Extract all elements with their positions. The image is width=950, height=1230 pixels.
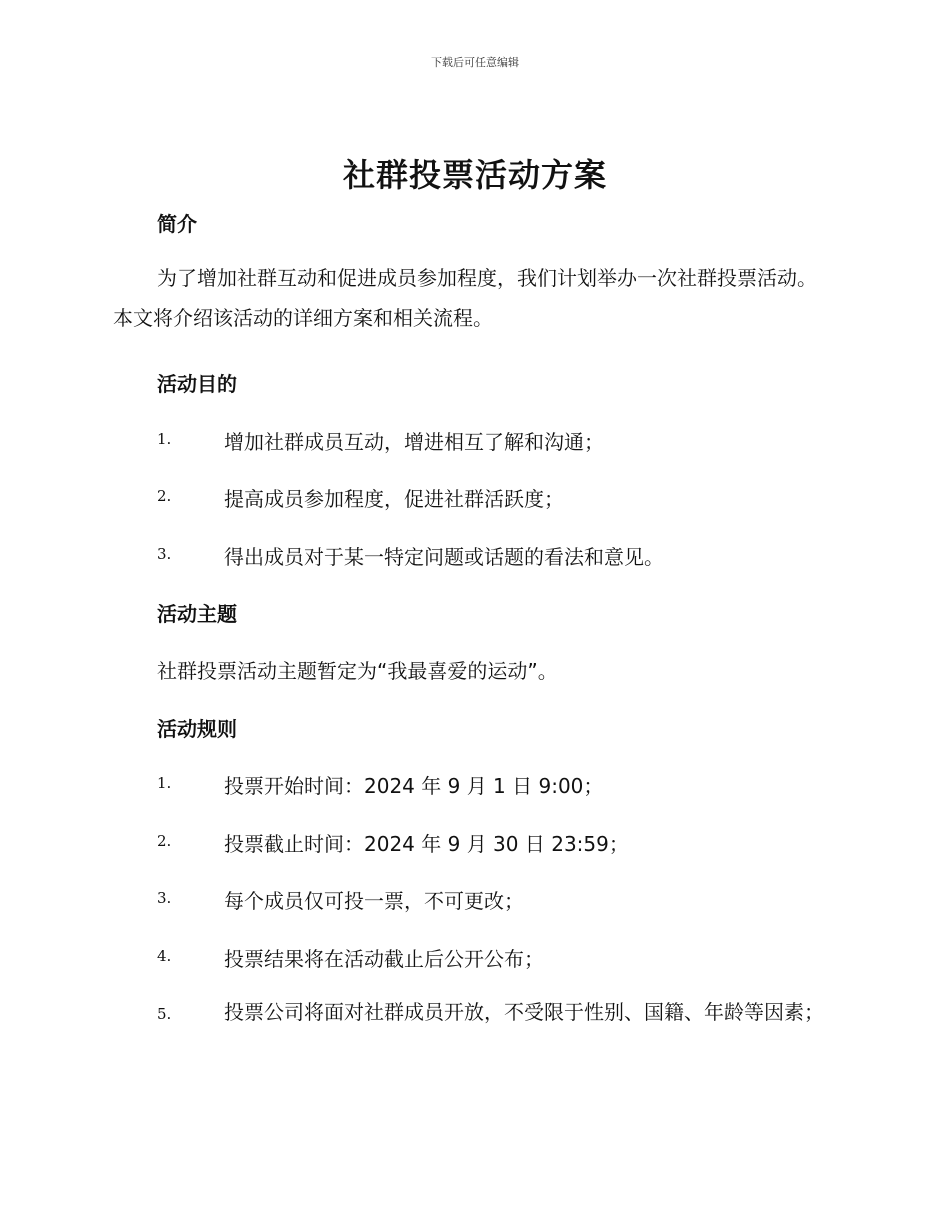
list-text: 投票开始时间：2024 年 9 月 1 日 9:00； <box>224 774 604 798</box>
section-heading-rules: 活动规则 <box>157 717 237 741</box>
list-text: 得出成员对于某一特定问题或话题的看法和意见。 <box>224 545 664 569</box>
list-text: 每个成员仅可投一票，不可更改； <box>224 889 524 913</box>
list-number: 3. <box>157 889 172 907</box>
list-text: 投票结果将在活动截止后公开公布； <box>224 947 544 971</box>
theme-text: 社群投票活动主题暂定为“我最喜爱的运动”。 <box>157 659 558 683</box>
section-heading-intro: 简介 <box>157 212 197 236</box>
list-number: 2. <box>157 832 172 850</box>
document-title: 社群投票活动方案 <box>342 156 607 194</box>
section-heading-theme: 活动主题 <box>157 602 237 626</box>
section-heading-purpose: 活动目的 <box>157 372 237 396</box>
list-text: 投票公司将面对社群成员开放，不受限于性别、国籍、年龄等因素； <box>224 1000 824 1024</box>
list-number: 2. <box>157 487 172 505</box>
list-number: 3. <box>157 545 172 563</box>
header-note: 下载后可任意编辑 <box>431 56 519 69</box>
rule-item <box>113 990 835 1034</box>
list-text: 提高成员参加程度，促进社群活跃度； <box>224 487 564 511</box>
intro-paragraph: 为了增加社群互动和促进成员参加程度，我们计划举办一次社群投票活动。本文将介绍该活动的详细方案和相关流程。 <box>113 266 817 330</box>
list-text: 投票截止时间：2024 年 9 月 30 日 23:59； <box>224 832 629 856</box>
list-number: 1. <box>157 430 172 448</box>
list-number: 5. <box>157 1005 172 1023</box>
list-number: 1. <box>157 774 172 792</box>
list-text: 增加社群成员互动，增进相互了解和沟通； <box>224 430 604 454</box>
list-number: 4. <box>157 947 172 965</box>
